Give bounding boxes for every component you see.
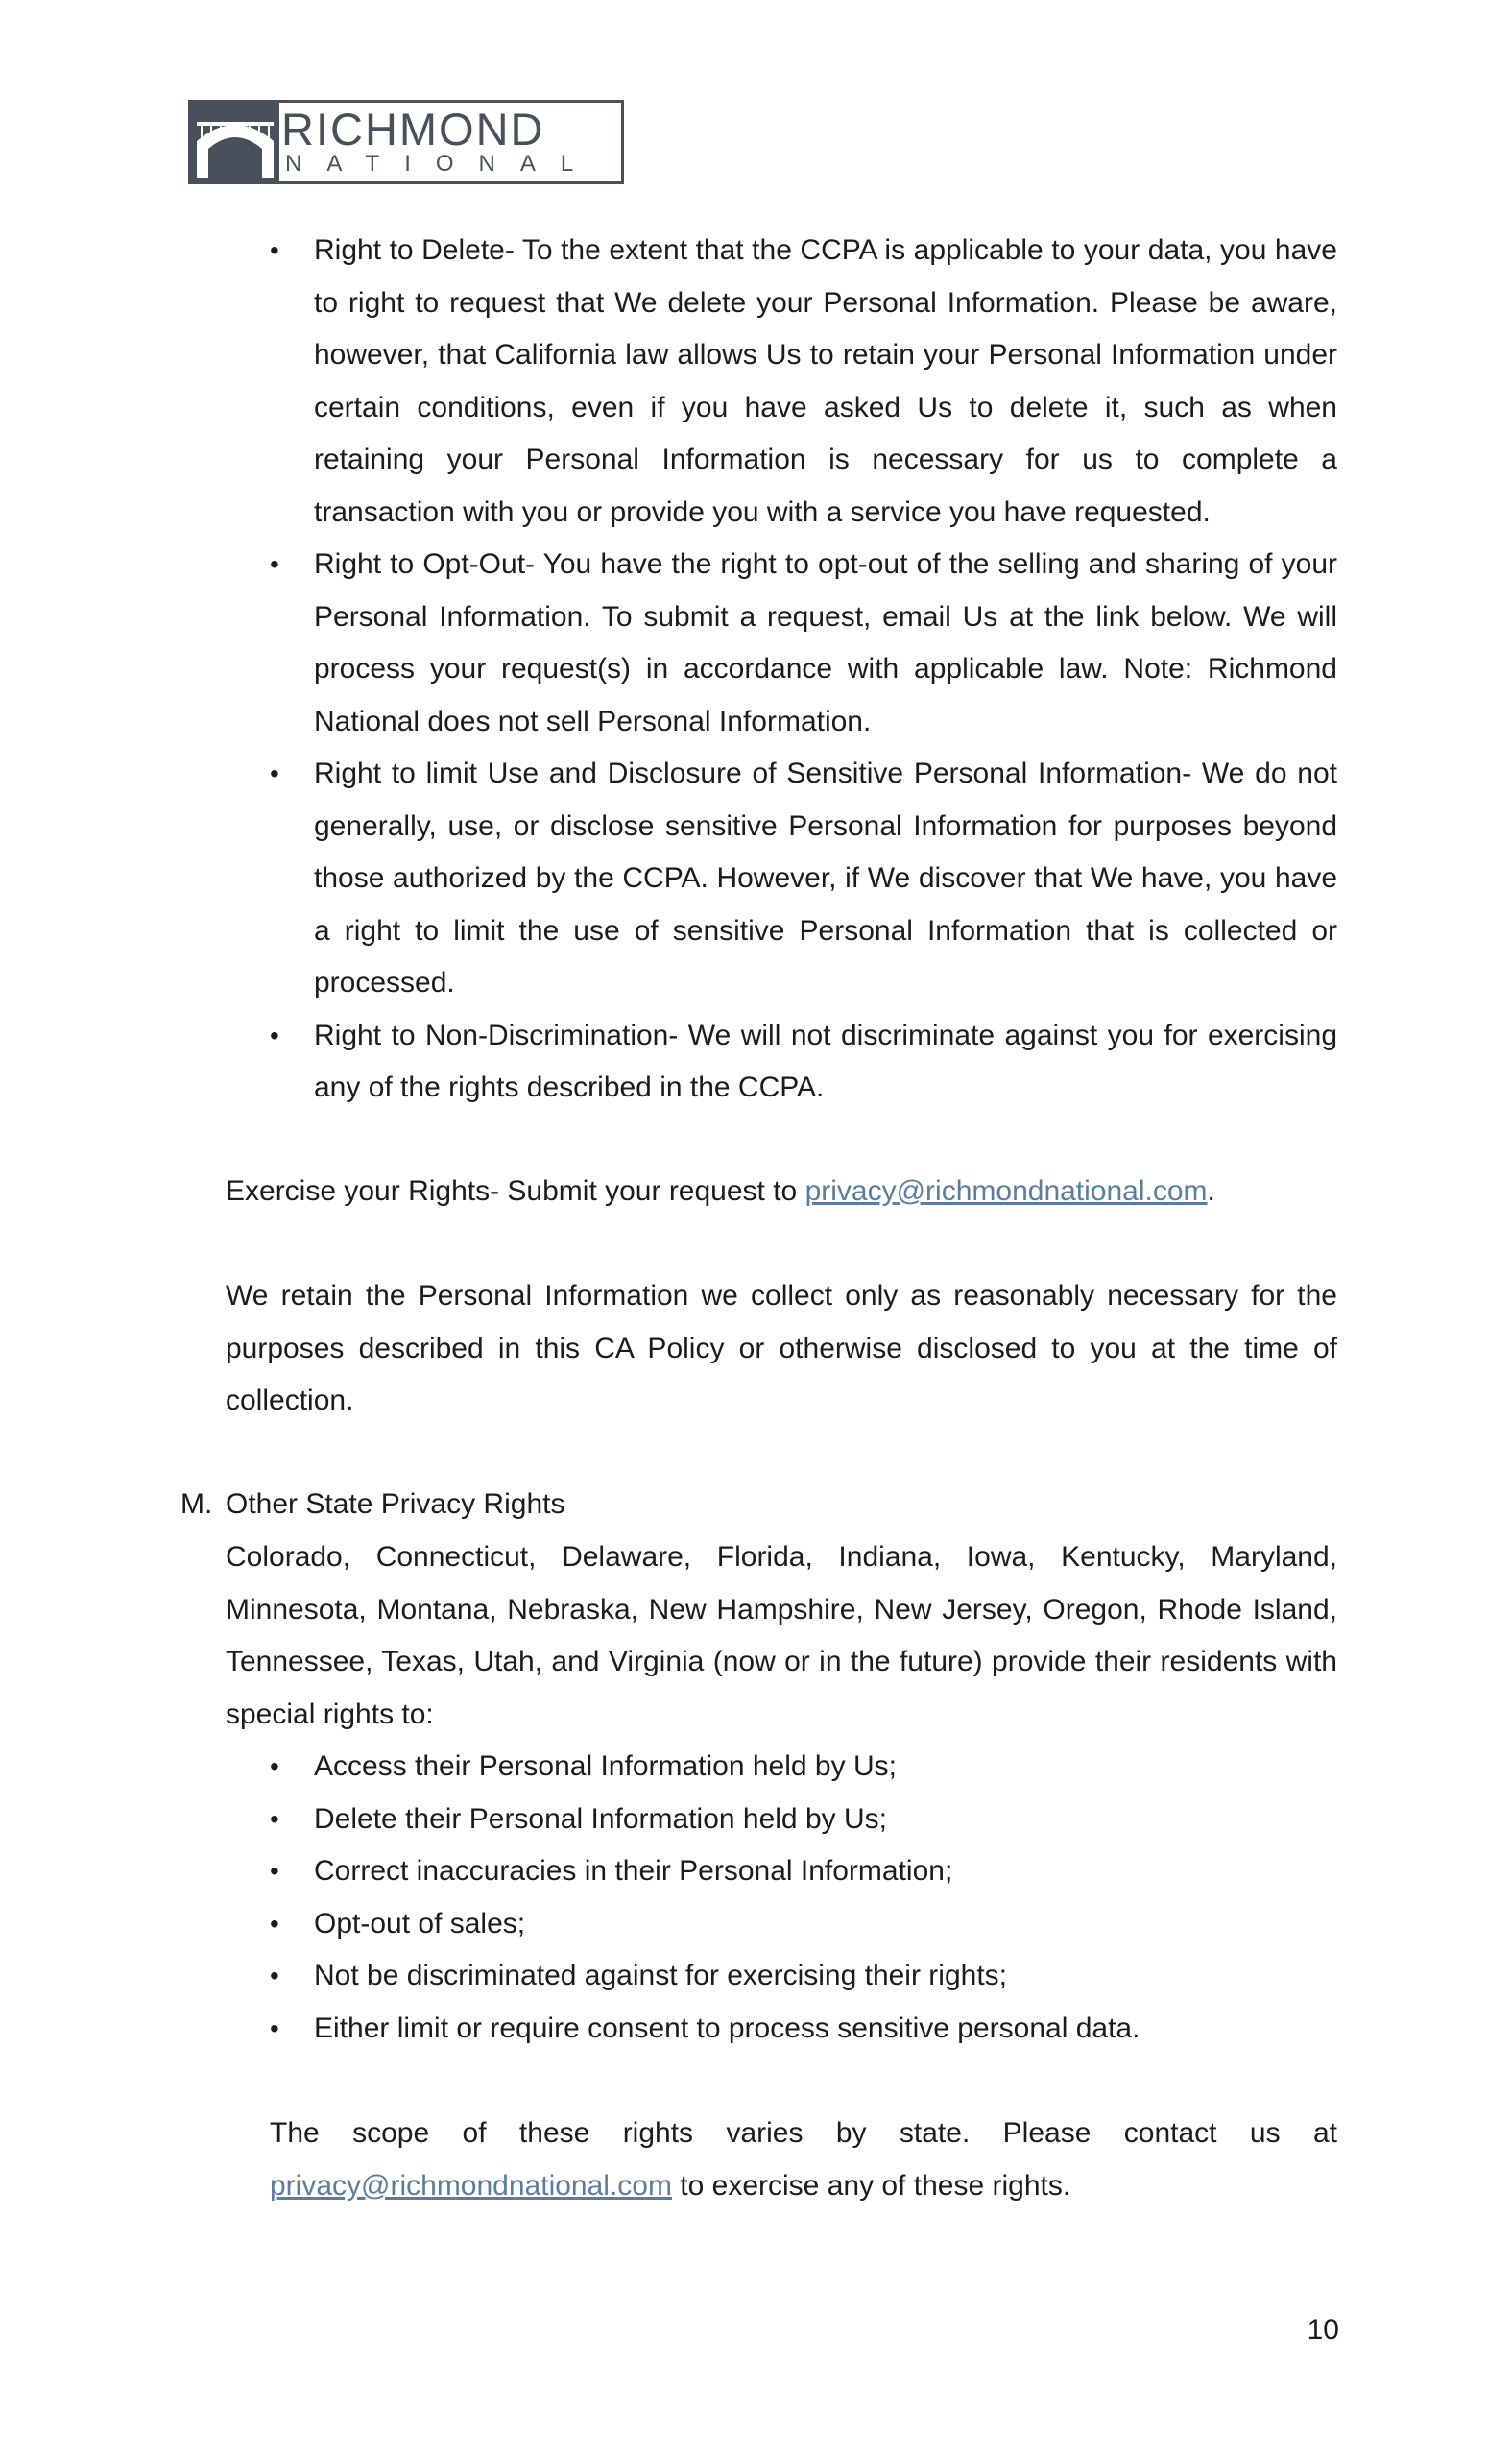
- state-rights-section: [314, 1741, 1337, 2055]
- section-title: Other State Privacy Rights: [226, 1488, 565, 1520]
- exercise-rights-paragraph: [226, 1166, 1337, 1218]
- scope-paragraph-line2: [270, 2160, 1337, 2213]
- section-letter: M.: [180, 1488, 213, 1520]
- list-item: • Right to Non-Discrimination- We will not discriminate against you for exercising any of the rights described in the CCPA.: [314, 1010, 1337, 1115]
- list-item: • Right to limit Use and Disclosure of Sensitive Personal Information- We do not generally, use, or disclose sensitive Personal Information for purposes beyond those authorized by the CCPA. However, if We discover that We have, you have a right to limit the use of sensitive Personal Information that is collected or processed.: [314, 748, 1337, 1010]
- bridge-logo-icon: [191, 103, 279, 181]
- list-item: • Right to Opt-Out- You have the right to opt-out of the selling and sharing of your Personal Information. To submit a request, email Us at the link below. We will process your request(s) in accordance with applicable law. Note: Richmond National does not sell Personal Information.: [314, 539, 1337, 748]
- scope-suffix: to exercise any of these rights.: [671, 2170, 1071, 2202]
- exercise-rights-prefix: Exercise your Rights- Submit your request to: [226, 1175, 805, 1207]
- privacy-email-link[interactable]: privacy@richmondnational.com: [804, 1175, 1208, 1207]
- page-number: 10: [1307, 2314, 1339, 2346]
- privacy-email-link[interactable]: privacy@richmondnational.com: [270, 2170, 672, 2202]
- retention-paragraph: We retain the Personal Information we collect only as reasonably necessary for the purposes described in this CA Policy or otherwise disclosed to you at the time of collection.: [226, 1280, 1337, 1416]
- richmond-national-logo: [188, 100, 624, 184]
- list-item: • Opt-out of sales;: [314, 1898, 1337, 1951]
- state-rights-list: [314, 1741, 1337, 2055]
- scope-paragraph-line1: The scope of these rights varies by state. Please contact us at: [270, 2117, 1337, 2149]
- list-item: • Access their Personal Information held by Us;: [314, 1741, 1337, 1794]
- list-item: • Either limit or require consent to process sensitive personal data.: [314, 2003, 1337, 2056]
- ccpa-rights-list: [314, 225, 1337, 1115]
- logo-subtitle: NATIONAL: [285, 151, 599, 177]
- list-item: • Not be discriminated against for exercising their rights;: [314, 1950, 1337, 2003]
- list-item: • Right to Delete- To the extent that the CCPA is applicable to your data, you have to right to request that We delete your Personal Information. Please be aware, however, that California law allows Us to retain your Personal Information under certain conditions, even if you have asked Us to delete it, such as when retaining your Personal Information is necessary for us to complete a transaction with you or provide you with a service you have requested.: [314, 225, 1337, 539]
- exercise-rights-suffix: .: [1207, 1175, 1215, 1207]
- ccpa-rights-section: [314, 225, 1337, 1115]
- section-intro: Colorado, Connecticut, Delaware, Florida, Indiana, Iowa, Kentucky, Maryland, Minnesota, Montana, Nebraska, New Hampshire, New Jersey, Oregon, Rhode Island, Tennessee, Texas, Utah, and Virginia (now or in the future) provide their residents with special rights to:: [226, 1541, 1337, 1730]
- list-item: • Correct inaccuracies in their Personal Information;: [314, 1845, 1337, 1898]
- list-item: • Delete their Personal Information held by Us;: [314, 1794, 1337, 1846]
- logo-wordmark: RICHMOND: [281, 104, 545, 155]
